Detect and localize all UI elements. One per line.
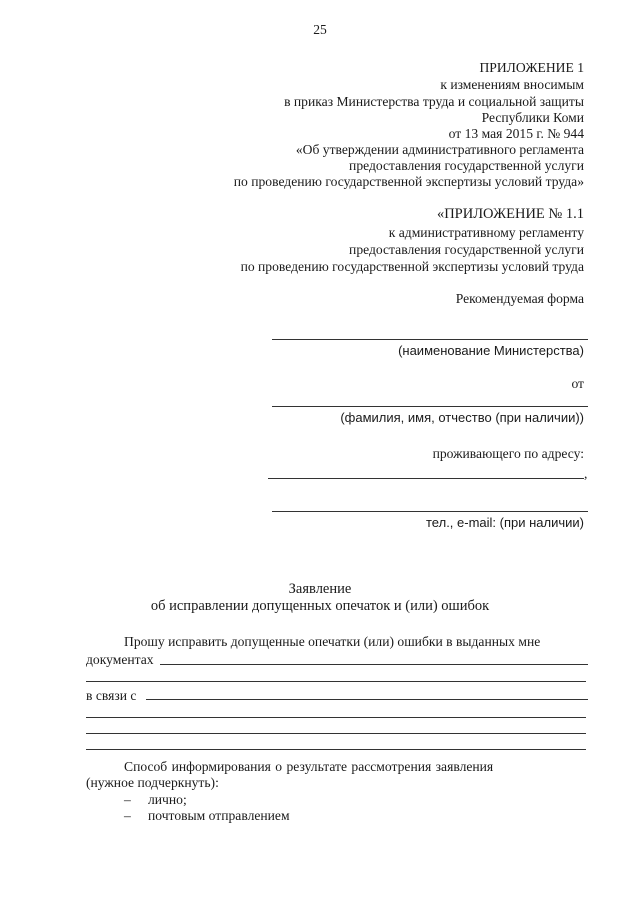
statement-subtitle: об исправлении допущенных опечаток и (или) ошибок bbox=[150, 598, 490, 614]
appendix-1-line: к изменениям вносимым bbox=[440, 77, 584, 92]
appendix-1-line: в приказ Министерства труда и социальной защиты bbox=[284, 94, 584, 109]
statement-title: Заявление bbox=[288, 581, 352, 597]
appendix-1-1-line: предоставления государственной услуги bbox=[349, 242, 584, 257]
option-by-mail: почтовым отправлением bbox=[148, 808, 290, 823]
documents-field bbox=[160, 664, 588, 665]
notification-method-line2: (нужное подчеркнуть): bbox=[86, 775, 219, 790]
page-number: 25 bbox=[313, 22, 327, 37]
recommended-form-label: Рекомендуемая форма bbox=[455, 291, 584, 306]
address-label: проживающего по адресу: bbox=[432, 446, 584, 461]
appendix-1-1-line: к административному регламенту bbox=[388, 225, 584, 240]
reason-label: в связи с bbox=[86, 688, 137, 703]
reason-field-line bbox=[86, 717, 586, 718]
request-line: Прошу исправить допущенные опечатки (или) ошибки в выданных мне bbox=[124, 634, 541, 649]
documents-field-continued bbox=[86, 681, 586, 682]
reason-field-line bbox=[86, 749, 586, 750]
ministry-caption: (наименование Министерства) bbox=[398, 343, 584, 358]
option-in-person: лично; bbox=[148, 792, 187, 807]
address-comma: , bbox=[584, 466, 588, 481]
from-label: от bbox=[571, 376, 584, 391]
appendix-1-line: «Об утверждении административного регламента bbox=[295, 142, 584, 157]
option-dash: – bbox=[124, 792, 131, 807]
appendix-1-1-title: «ПРИЛОЖЕНИЕ № 1.1 bbox=[436, 206, 584, 222]
appendix-1-line: от 13 мая 2015 г. № 944 bbox=[448, 126, 584, 141]
appendix-1-line: Республики Коми bbox=[481, 110, 584, 125]
reason-field-line bbox=[86, 733, 586, 734]
documents-label: документах bbox=[86, 652, 154, 667]
appendix-1-title: ПРИЛОЖЕНИЕ 1 bbox=[479, 60, 584, 75]
notification-method-line: Способ информирования о результате рассмотрения заявления bbox=[124, 759, 494, 774]
ministry-name-line bbox=[272, 339, 588, 340]
contact-line bbox=[272, 511, 588, 512]
applicant-name-line bbox=[272, 406, 588, 407]
address-line bbox=[268, 478, 584, 479]
appendix-1-1-line: по проведению государственной экспертизы условий труда bbox=[240, 259, 584, 274]
reason-field bbox=[146, 699, 588, 700]
appendix-1-line: предоставления государственной услуги bbox=[349, 158, 584, 173]
option-dash: – bbox=[124, 808, 131, 823]
contact-caption: тел., e-mail: (при наличии) bbox=[426, 515, 584, 530]
appendix-1-line: по проведению государственной экспертизы условий труда» bbox=[233, 174, 584, 189]
applicant-name-caption: (фамилия, имя, отчество (при наличии)) bbox=[340, 410, 584, 425]
